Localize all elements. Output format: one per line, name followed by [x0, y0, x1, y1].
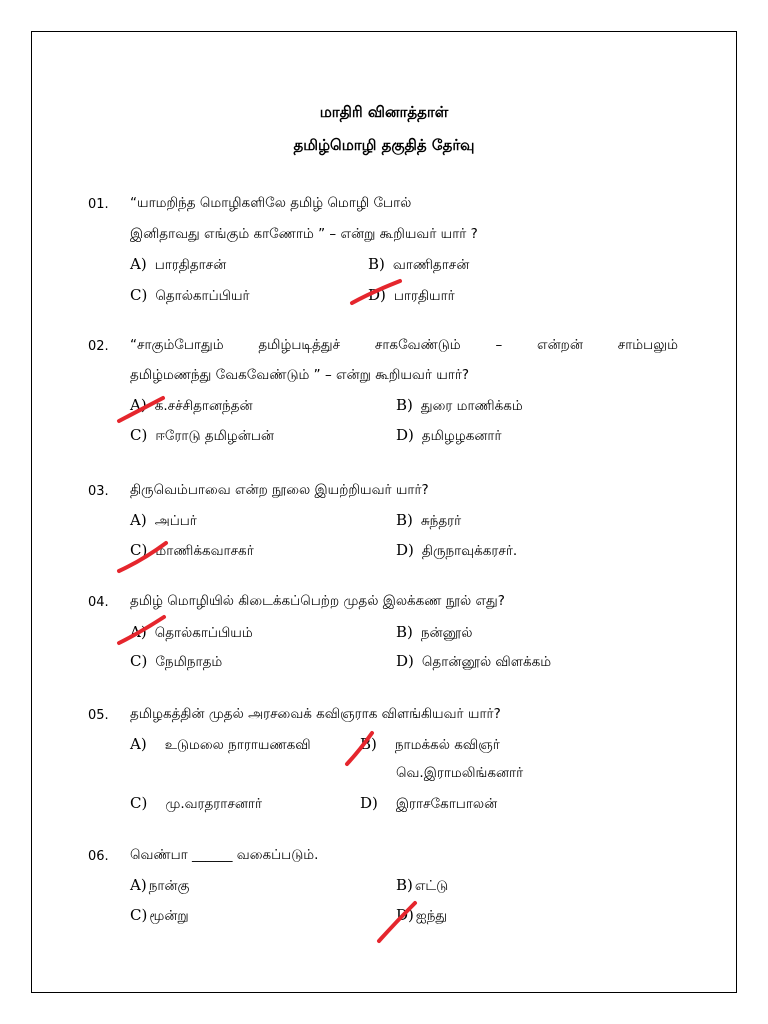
- question-6-option-d: D) ஐந்து: [396, 906, 448, 924]
- question-2-line-1: “சாகும்போதும் தமிழ்படித்துச் சாகவேண்டும் – என்றன் சாம்பலும்: [130, 337, 678, 353]
- question-2-number: 02.: [88, 339, 109, 354]
- question-4-number: 04.: [88, 595, 109, 610]
- question-4-option-d: D) தொன்னூல் விளக்கம்: [396, 652, 552, 670]
- question-1-number: 01.: [88, 197, 109, 212]
- question-6-option-b: B) எட்டு: [396, 876, 449, 894]
- question-5-option-b-line-2: வெ.இராமலிங்கனார்: [396, 765, 524, 781]
- question-5-option-a: A) உடுமலை நாராயணகவி: [130, 735, 311, 753]
- question-2-line-2: தமிழ்மணந்து வேகவேண்டும் ” – என்று கூறியவர் யார்?: [130, 367, 470, 383]
- question-5-option-b: B) நாமக்கல் கவிஞர்: [360, 735, 500, 753]
- question-1-line-1: “யாமறிந்த மொழிகளிலே தமிழ் மொழி போல்: [130, 195, 412, 211]
- question-2-option-d: D) தமிழழகனார்: [396, 426, 502, 444]
- question-4-option-c: C) நேமிநாதம்: [130, 652, 223, 670]
- question-3-option-b: B) சுந்தரர்: [396, 511, 462, 529]
- question-4-option-b: B) நன்னூல்: [396, 623, 473, 641]
- question-3-line-1: திருவெம்பாவை என்ற நூலை இயற்றியவர் யார்?: [130, 482, 429, 498]
- question-3-option-d: D) திருநாவுக்கரசர்.: [396, 541, 518, 559]
- question-5-number: 05.: [88, 708, 109, 723]
- page-subtitle: தமிழ்மொழி தகுதித் தேர்வு: [293, 136, 475, 154]
- question-1-option-c: C) தொல்காப்பியர்: [130, 286, 250, 304]
- question-5-option-c: C) மு.வரதராசனார்: [130, 794, 263, 812]
- question-1-option-b: B) வாணிதாசன்: [368, 255, 470, 273]
- question-3-option-a: A) அப்பர்: [130, 511, 197, 529]
- question-5-option-d: D) இராசகோபாலன்: [360, 794, 498, 812]
- question-6-option-a: A) நான்கு: [130, 876, 190, 894]
- question-2-option-b: B) துரை மாணிக்கம்: [396, 396, 523, 414]
- question-3-number: 03.: [88, 484, 109, 499]
- page-title: மாதிரி வினாத்தாள்: [319, 103, 449, 121]
- question-1-option-a: A) பாரதிதாசன்: [130, 255, 227, 273]
- question-4-option-a: A) தொல்காப்பியம்: [130, 623, 253, 641]
- question-1-option-d: D) பாரதியார்: [368, 286, 455, 304]
- question-2-option-c: C) ஈரோடு தமிழன்பன்: [130, 426, 274, 444]
- question-2-option-a: A) க.சச்சிதானந்தன்: [130, 396, 253, 414]
- question-6-number: 06.: [88, 849, 109, 864]
- question-5-line-1: தமிழகத்தின் முதல் அரசவைக் கவிஞராக விளங்கியவர் யார்?: [130, 706, 501, 722]
- question-1-line-2: இனிதாவது எங்கும் காணோம் ” – என்று கூறியவர் யார் ?: [130, 226, 478, 242]
- question-6-line-1: வெண்பா ______ வகைப்படும்.: [130, 847, 319, 863]
- question-6-option-c: C) மூன்று: [130, 906, 189, 924]
- question-4-line-1: தமிழ் மொழியில் கிடைக்கப்பெற்ற முதல் இலக்கண நூல் எது?: [130, 593, 505, 609]
- question-3-option-c: C) மாணிக்கவாசகர்: [130, 541, 254, 559]
